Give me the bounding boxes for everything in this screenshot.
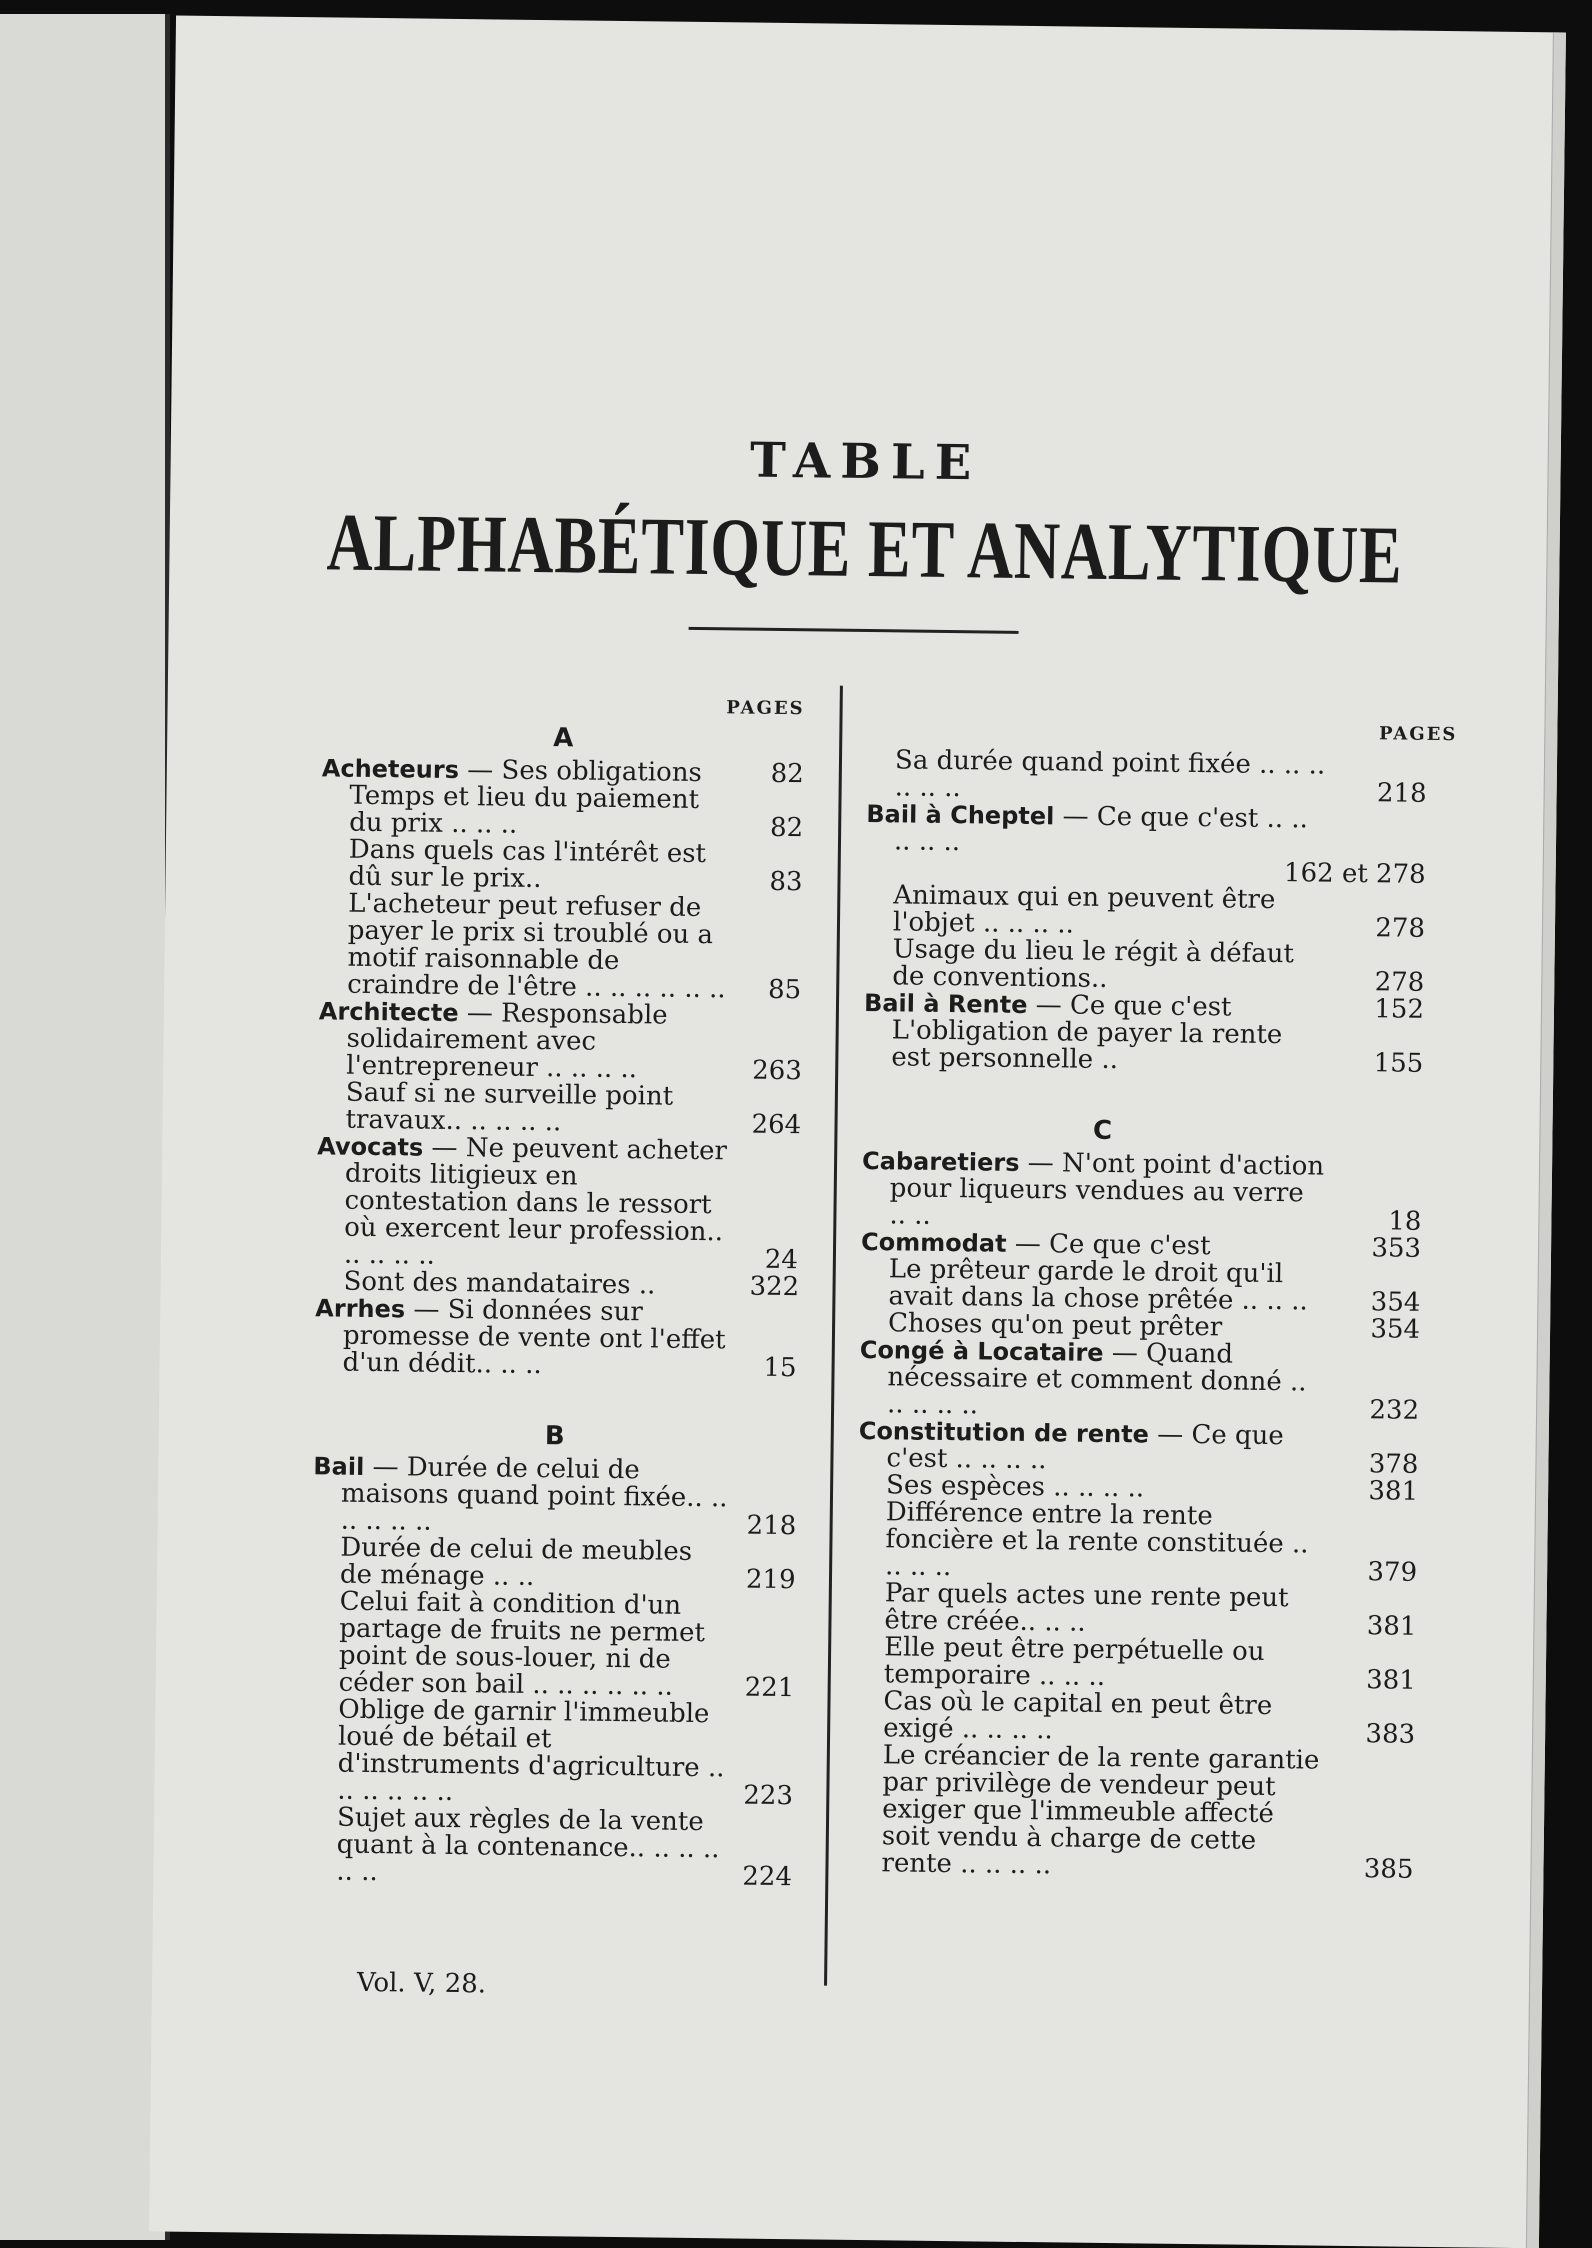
index-subentry [319, 890, 802, 1004]
entry-term: Arrhes [315, 1294, 406, 1324]
page-reference: 85 [767, 974, 802, 1006]
index-subentry [308, 1804, 791, 1891]
entry-term: Architecte [318, 997, 459, 1028]
entry-description: Animaux qui en peuvent être l'objet .. .. .. .. [892, 880, 1276, 940]
page-reference: 353 [1371, 1233, 1422, 1264]
entry-term: Bail à Cheptel [866, 800, 1055, 831]
index-entry [314, 1295, 797, 1382]
entry-description: Temps et lieu du paiement du prix .. .. .. [349, 780, 700, 840]
entry-term: Acheteurs [321, 754, 460, 785]
entry-term: Bail [313, 1452, 365, 1481]
page-reference: 378 [1368, 1449, 1419, 1480]
entry-text [866, 801, 1349, 861]
entry-description: — Quand nécessaire et comment donné .. .. .. .. .. [886, 1337, 1307, 1421]
entry-description: — Ce que c'est [1006, 1228, 1211, 1262]
page-reference: 322 [749, 1271, 800, 1303]
entry-text-block [861, 1148, 1328, 1235]
entry-description: — Responsable solidairement avec l'entrepreneur .. .. .. .. [346, 998, 668, 1085]
pages-header: PAGES [1378, 723, 1458, 746]
entry-description: Le créancier de la rente garantie par privilège de vendeur peut exiger que l'immeuble affecté soit vendu à charge de cette rente .. .. .. .. [881, 1740, 1320, 1881]
entry-text-block [314, 1295, 731, 1381]
page-reference: 232 [1369, 1395, 1420, 1426]
index-subentry [860, 1254, 1421, 1318]
entry-text [861, 1148, 1344, 1235]
entry-description: Sont des mandataires .. [343, 1266, 656, 1301]
page-reference: 278 [1375, 913, 1426, 944]
volume-signature: Vol. V, 28. [356, 1967, 487, 2000]
entry-description: — Ce que c'est .. .. .. .. .. [893, 801, 1309, 858]
entry-description: Cas où le capital en peut être exigé .. .. .. .. [882, 1686, 1273, 1746]
page-reference: 385 [1363, 1854, 1414, 1885]
page-reference: 379 [1367, 1557, 1418, 1588]
index-entry [866, 801, 1347, 861]
entry-text [859, 1337, 1342, 1424]
page-reference: 18 [1388, 1206, 1422, 1237]
entry-description: Celui fait à condition d'un partage de fruits ne permet point de sous-louer, ni de céder son bail .. .. .. .. .. .. [338, 1586, 706, 1702]
entry-text-block [313, 1453, 730, 1539]
title-rule [689, 627, 1019, 634]
entry-text [316, 1133, 752, 1273]
index-subentry [857, 1497, 1418, 1588]
index-column-right [853, 714, 1458, 1885]
index-subentry [864, 934, 1425, 998]
index-subentry [312, 1534, 795, 1594]
entry-description: Sa durée quand point fixée .. .. .. .. .. .. [894, 745, 1326, 804]
entry-description: Le prêteur garde le droit qu'il avait dans la chose prêtée .. .. .. [888, 1254, 1308, 1317]
page-reference: 218 [746, 1510, 797, 1542]
index-subentry [311, 1588, 794, 1702]
entry-text [858, 1418, 1341, 1478]
index-subentry [863, 1015, 1424, 1079]
index-entry [858, 1416, 1419, 1480]
page-reference: 383 [1365, 1719, 1416, 1750]
index-subentry [317, 1079, 800, 1139]
entry-description: — N'ont point d'action pour liqueurs vendues au verre .. .. [889, 1147, 1325, 1231]
page-reference: 223 [743, 1780, 794, 1812]
page-reference: 381 [1365, 1665, 1416, 1696]
index-subentry [853, 1740, 1414, 1885]
entry-term: Cabaretiers [861, 1146, 1020, 1177]
index-subentry [856, 1578, 1417, 1642]
page-reference: 354 [1370, 1314, 1421, 1345]
index-subentry [867, 745, 1427, 809]
entry-description: Choses qu'on peut prêter [887, 1308, 1223, 1343]
page-reference: 24 [764, 1244, 799, 1276]
index-entry [861, 1146, 1422, 1237]
entry-description: — Ne peuvent acheter droits litigieux en contestation dans le ressort où exercent leur profession.. .. .. .. .. [343, 1132, 728, 1271]
page-reference: 152 [1374, 994, 1425, 1025]
index-entry [318, 998, 801, 1085]
section-letter: C [1092, 1115, 1113, 1147]
page-title: TABLE [749, 432, 982, 492]
page-reference: 82 [770, 758, 805, 790]
entry-description: Différence entre la rente foncière et la rente constituée .. .. .. .. [884, 1497, 1309, 1583]
page-reference: 354 [1370, 1287, 1421, 1318]
entry-description: Par quels actes une rente peut être créée.. .. .. [884, 1578, 1289, 1638]
facing-page-edge [0, 14, 170, 2240]
entry-term: Congé à Locataire [859, 1335, 1104, 1367]
index-subentry [865, 880, 1426, 944]
page-reference: 219 [745, 1564, 796, 1596]
entry-text-block [318, 998, 735, 1084]
page-reference: 83 [769, 866, 803, 898]
entry-term: Avocats [317, 1132, 424, 1162]
index-entry [859, 1335, 1420, 1426]
page-reference: 224 [742, 1861, 793, 1893]
entry-description: Ses espèces .. .. .. .. [885, 1470, 1145, 1504]
page-reference: 221 [744, 1672, 795, 1704]
page-reference: 263 [752, 1055, 803, 1087]
index-subentry [856, 1632, 1416, 1696]
index-subentry [309, 1696, 792, 1810]
index-subentry [855, 1686, 1416, 1750]
pages-header: PAGES [726, 697, 805, 720]
page-reference: 82 [769, 812, 804, 844]
index-entry [316, 1133, 800, 1274]
entry-term: Constitution de rente [858, 1416, 1150, 1449]
entry-description: — Ce que c'est [1027, 989, 1232, 1023]
index-entry [313, 1453, 796, 1540]
index-subentry [320, 836, 803, 896]
entry-description: Sujet aux règles de la vente quant à la contenance.. .. .. .. .. .. [336, 1802, 720, 1888]
entry-text-block [859, 1337, 1326, 1424]
entry-text [318, 998, 753, 1084]
entry-description: Oblige de garnir l'immeuble loué de bétail et d'instruments d'agriculture .. .. .. .. .. .. [337, 1694, 725, 1808]
entry-term: Bail à Rente [863, 988, 1028, 1019]
page-reference: 15 [763, 1352, 797, 1384]
page-reference: 278 [1374, 967, 1425, 998]
index-column-left [308, 689, 805, 1891]
entry-description: L'acheteur peut refuser de payer le prix si troublé ou a motif raisonnable de craindre de l'être .. .. .. .. .. .. [347, 888, 726, 1005]
page-subtitle: ALPHABÉTIQUE ET ANALYTIQUE [326, 496, 1404, 601]
entry-description: Usage du lieu le régit à défaut de conventions.. [892, 934, 1295, 994]
section-letter: A [553, 723, 574, 754]
entry-description: Durée de celui de meubles de ménage .. .. [339, 1532, 693, 1593]
page-reference: 162 et 278 [1283, 858, 1426, 890]
entry-description: — Durée de celui de maisons quand point fixée.. .. .. .. .. .. [340, 1451, 728, 1537]
entry-description: Sauf si ne surveille point travaux.. .. .. .. .. [345, 1077, 674, 1138]
entry-description: L'obligation de payer la rente est personnelle .. [891, 1015, 1283, 1076]
page-reference: 264 [751, 1109, 802, 1141]
entry-text-block [316, 1133, 734, 1273]
entry-text [314, 1295, 749, 1381]
entry-description: — Ses obligations [458, 755, 703, 788]
entry-description: Dans quels cas l'intérêt est dû sur le prix.. [348, 834, 707, 895]
index-subentry [321, 782, 804, 842]
page-edge [1526, 32, 1566, 2248]
entry-text-block [866, 801, 1333, 861]
entry-description: — Si données sur promesse de vente ont l'effet d'un dédit.. .. .. [342, 1294, 726, 1381]
page-reference: 381 [1366, 1611, 1417, 1642]
section-letter: B [544, 1421, 565, 1452]
page-reference: 155 [1373, 1048, 1424, 1079]
document-page [149, 16, 1566, 2248]
entry-description: — Ce que c'est .. .. .. .. [886, 1419, 1284, 1476]
column-divider [824, 686, 843, 1986]
page-reference: 381 [1368, 1476, 1419, 1507]
entry-text [313, 1453, 748, 1539]
page-reference: 218 [1376, 778, 1427, 809]
entry-description: Elle peut être perpétuelle ou temporaire .. .. .. [883, 1632, 1265, 1692]
entry-term: Commodat [860, 1227, 1007, 1258]
entry-text-block [858, 1418, 1325, 1478]
